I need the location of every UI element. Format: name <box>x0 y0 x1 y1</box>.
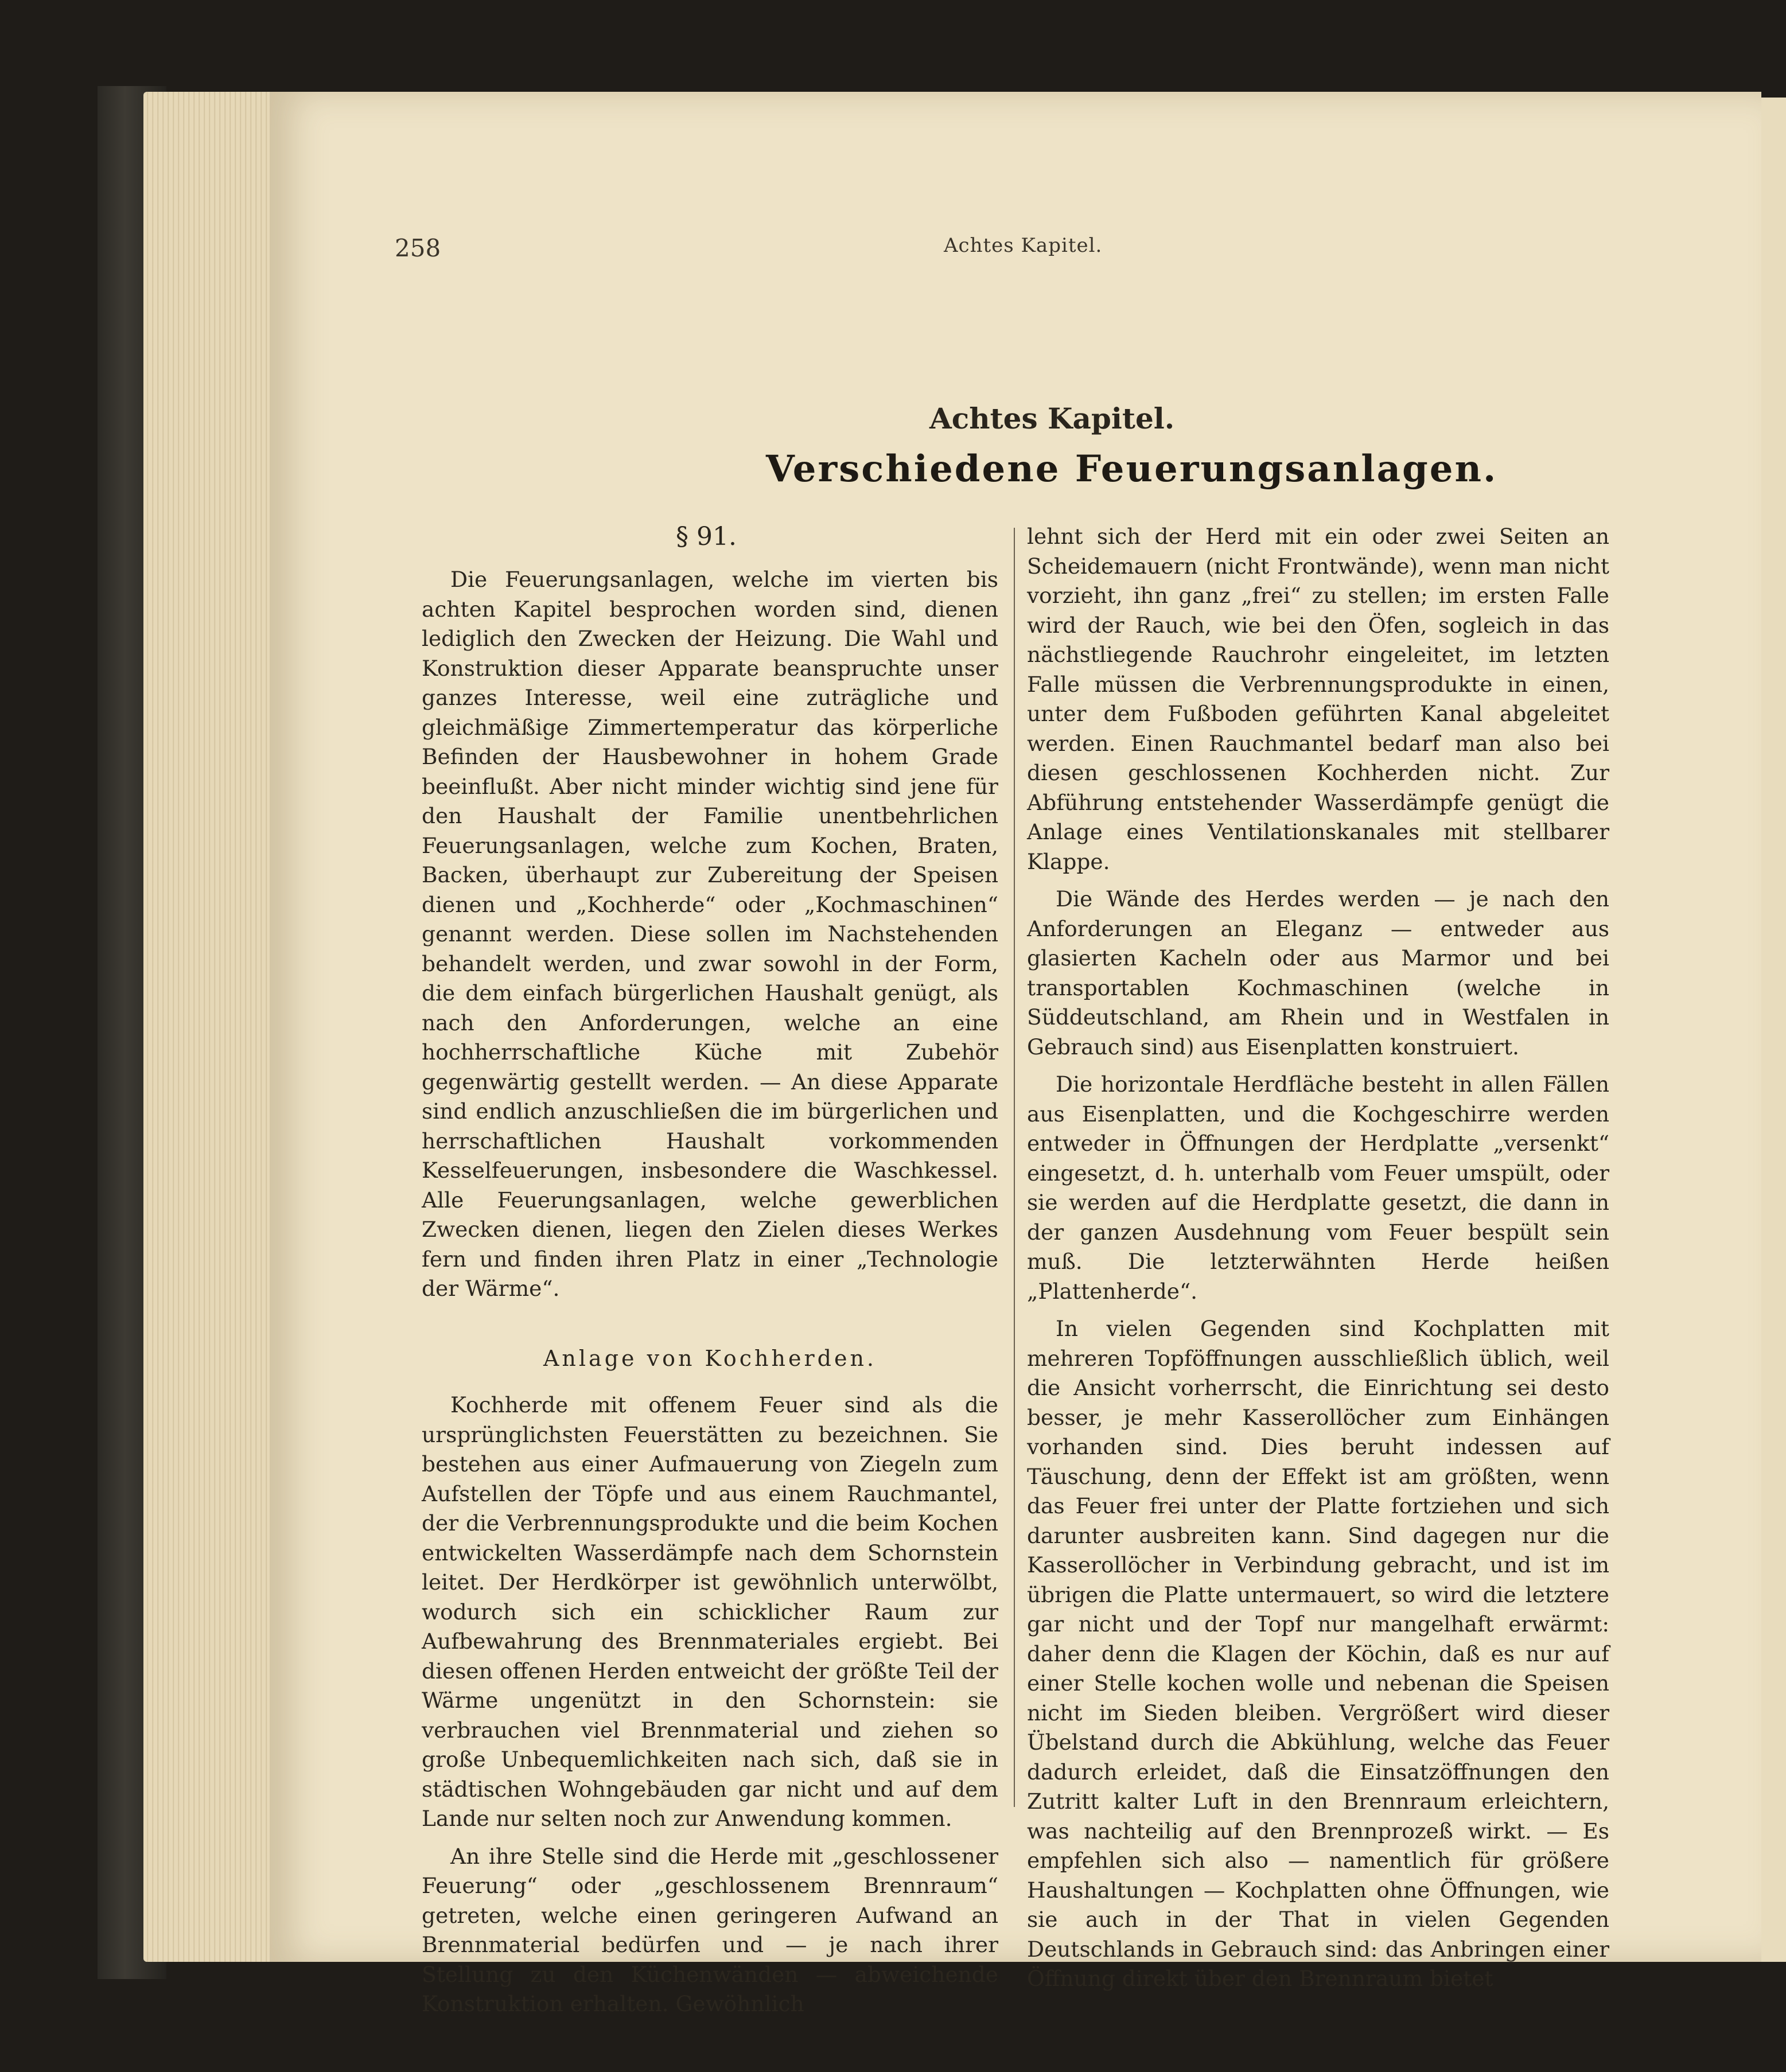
left-column <box>422 565 998 2027</box>
column-divider <box>1014 528 1015 1807</box>
paragraph: In vielen Gegenden sind Kochplatten mit mehreren Topföffnungen ausschließlich üblich, weil die Ansicht vorherrscht, die Einrichtung sei desto besser, je mehr Kasserollöcher zum Einhängen vorhanden sind. Dies beruht indessen auf Täuschung, denn der Effekt ist am größten, wenn das Feuer frei unter der Platte fortziehen und sich darunter ausbreiten kann. Sind dagegen nur die Kasserollöcher in Verbindung gebracht, und ist im übrigen die Platte untermauert, so wird die letztere gar nicht und der Topf nur mangelhaft erwärmt: daher denn die Klagen der Köchin, daß es nur auf einer Stelle kochen wolle und nebenan die Speisen nicht im Sieden bleiben. Vergrößert wird dieser Übelstand durch die Abkühlung, welche das Feuer dadurch erleidet, daß die Einsatzöffnungen den Zutritt kalter Luft in den Brennraum erleichtern, was nachteilig auf den Brennprozeß wirkt. — Es empfehlen sich also — namentlich für größere Haushaltungen — Kochplatten ohne Öffnungen, wie sie auch in der That in vielen Gegenden Deutschlands in Gebrauch sind: das Anbringen einer Öffnung direkt über den Brennraum bietet <box>1027 1316 1609 1991</box>
chapter-label: Achtes Kapitel. <box>929 402 1175 435</box>
subheading: Anlage von Kochherden. <box>543 1345 877 1371</box>
paragraph: lehnt sich der Herd mit ein oder zwei Seiten an Scheidemauern (nicht Frontwände), wenn man nicht vorzieht, ihn ganz „frei“ zu stellen; im ersten Falle wird der Rauch, wie bei den Öfen, sogleich in das nächstliegende Rauchrohr eingeleitet, im letzten Falle müssen die Verbrennungsprodukte in einen, unter dem Fußboden geführten Kanal abgeleitet werden. Einen Rauchmantel bedarf man also bei diesen geschlossenen Kochherden nicht. Zur Abführung entstehender Wasserdämpfe genügt die Anlage eines Ventilationskanales mit stellbarer Klappe. <box>1027 524 1609 874</box>
section-number: § 91. <box>676 522 737 551</box>
paragraph: Die horizontale Herdfläche besteht in allen Fällen aus Eisenplatten, und die Kochgeschirre werden entweder in Öffnungen der Herdplatte „versenkt“ eingesetzt, d. h. unterhalb vom Feuer umspült, oder sie werden auf die Herdplatte gesetzt, die dann in der ganzen Ausdehnung vom Feuer bespült sein muß. Die letzterwähnten Herde heißen „Plattenherde“. <box>1027 1072 1609 1304</box>
paragraph: Die Wände des Herdes werden — je nach den Anforderungen an Eleganz — entweder aus glasierten Kacheln oder aus Marmor und bei transportablen Kochmaschinen (welche in Süddeutschland, am Rhein und in Westfalen in Gebrauch sind) aus Eisenplatten konstruiert. <box>1027 886 1609 1060</box>
page-edges <box>143 92 275 1962</box>
chapter-title: Verschiedene Feuerungsanlagen. <box>766 447 1498 490</box>
page-number: 258 <box>395 234 441 262</box>
running-title: Achtes Kapitel. <box>944 234 1103 257</box>
paragraph: Die Feuerungsanlagen, welche im vierten bis achten Kapitel besprochen worden sind, dienen lediglich den Zwecken der Heizung. Die Wahl und Konstruktion dieser Apparate beanspruchte unser ganzes Interesse, weil eine zuträgliche und gleichmäßige Zimmertemperatur das körperliche Befinden der Hausbewohner in hohem Grade beeinflußt. Aber nicht minder wichtig sind jene für den Haushalt der Familie unentbehrlichen Feuerungsanlagen, welche zum Kochen, Braten, Backen, überhaupt zur Zubereitung der Speisen dienen und „Kochherde“ oder „Kochmaschinen“ genannt werden. Diese sollen im Nachstehenden behandelt werden, und zwar sowohl in der Form, die dem einfach bürgerlichen Haushalt genügt, als nach den Anforderungen, welche an eine hochherrschaftliche Küche mit Zubehör gegenwärtig gestellt werden. — An diese Apparate sind endlich anzuschließen die im bürgerlichen und herrschaftlichen Haushalt vorkommenden Kesselfeuerungen, insbesondere die Waschkessel. Alle Feuerungsanlagen, welche gewerblichen Zwecken dienen, liegen den Zielen dieses Werkes fern und finden ihren Platz in einer „Technologie der Wärme“. <box>422 567 998 1301</box>
right-column <box>1027 522 1609 2002</box>
paragraph: Kochherde mit offenem Feuer sind als die ursprünglichsten Feuerstätten zu bezeichnen. Sie bestehen aus einer Aufmauerung von Ziegeln zum Aufstellen der Töpfe und aus einem Rauchmantel, der die Verbrennungsprodukte und die beim Kochen entwickelten Wasserdämpfe nach dem Schornstein leitet. Der Herdkörper ist gewöhnlich unterwölbt, wodurch sich ein schicklicher Raum zur Aufbewahrung des Brennmateriales ergiebt. Bei diesen offenen Herden entweicht der größte Teil der Wärme ungenützt in den Schornstein: sie verbrauchen viel Brennmaterial und ziehen so große Unbequemlichkeiten nach sich, daß sie in städtischen Wohngebäuden gar nicht und auf dem Lande nur selten noch zur Anwendung kommen. <box>422 1392 998 1831</box>
paragraph: An ihre Stelle sind die Herde mit „geschlossener Feuerung“ oder „geschlossenem Brennraum“ getreten, welche einen geringeren Aufwand an Brennmaterial bedürfen und — je nach ihrer Stellung zu den Küchenwänden — abweichende Konstruktion erhalten. Gewöhnlich <box>422 1843 998 2016</box>
